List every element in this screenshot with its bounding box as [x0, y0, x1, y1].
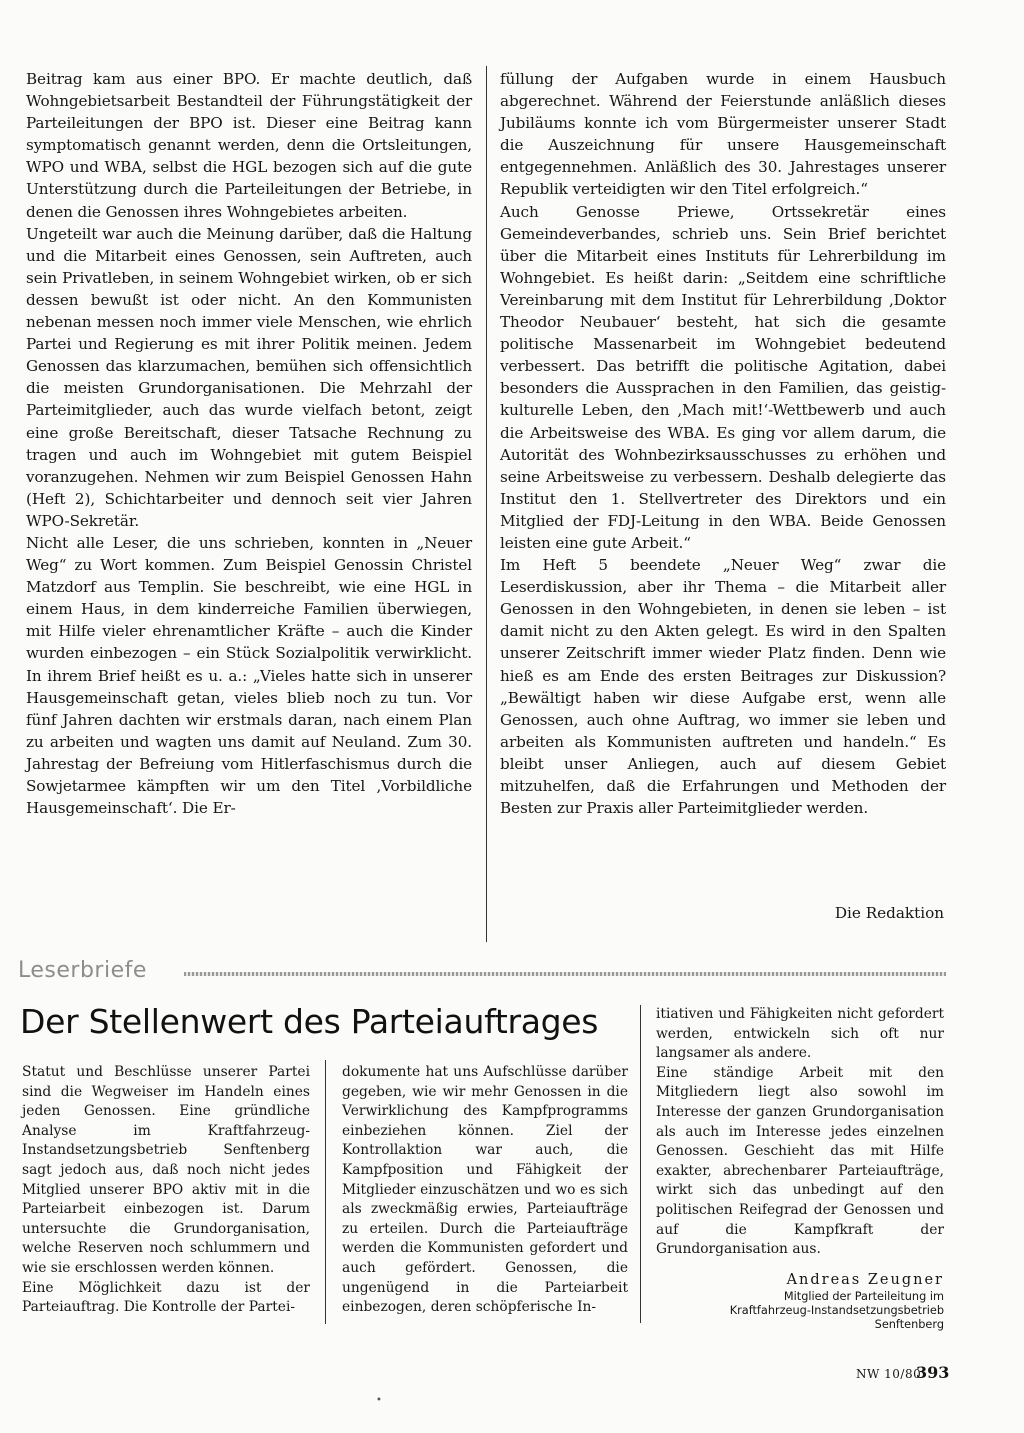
- right-paragraph-1: füllung der Aufgaben wurde in einem Hausbuch abgerechnet. Während der Feierstunde anläßlich dieses Jubiläums konnte ich vom Bürgermeister unserer Stadt die Auszeichnung für unsere Hausgemeinschaft entgegennehmen. Anläßlich des 30. Jahrestages unserer Republik verteidigten wir den Titel erfolgreich.“: [500, 70, 946, 199]
- article-col3-paragraph-2: Eine ständige Arbeit mit den Mitgliedern liegt also sowohl im Interesse der ganzen Grundorganisation als auch im Interesse jedes einzelnen Genossen. Geschieht das mit Hilfe exakter, abrechenbarer Parteiaufträge, wirkt sich das unbedingt auf den politischen Reifegrad der Genossen und auf die Kampfkraft der Grundorganisation aus.: [656, 1064, 944, 1258]
- author-role-line: Kraftfahrzeug-Instandsetzungsbetrieb: [729, 1304, 944, 1317]
- article-column-divider-1: [325, 1060, 326, 1324]
- author-block: [656, 1270, 944, 1332]
- author-role-line: Mitglied der Parteileitung im: [783, 1290, 944, 1303]
- author-role: [656, 1290, 944, 1332]
- article-col1-paragraph-1: Statut und Beschlüsse unserer Partei sind die Wegweiser im Handeln eines jeden Genossen. Eine gründliche Analyse im Kraftfahrzeug-Instandsetzungsbetrieb Senftenberg sagt jedoch aus, daß noch nicht jedes Mitglied unserer BPO aktiv mit in die Parteiarbeit einbezogen ist. Darum untersuchte die Grundorganisation, welche Reserven noch schlummern und wie sie erschlossen werden können.: [22, 1064, 310, 1276]
- left-paragraph-1: Beitrag kam aus einer BPO. Er machte deutlich, daß Wohngebietsarbeit Bestandteil der Führungstätigkeit der Parteileitungen der BPO ist. Dieser eine Beitrag kann symptomatisch genannt werden, denn die Ortsleitungen, WPO und WBA, selbst die HGL bezogen sich auf die gute Unterstützung durch die Parteileitungen der Betriebe, in denen die Genossen ihres Wohngebietes arbeiten.: [26, 70, 472, 221]
- left-paragraph-2: Ungeteilt war auch die Meinung darüber, daß die Haltung und die Mitarbeit eines Genossen, sein Auftreten, auch sein Privatleben, in seinem Wohngebiet wirken, ob er sich dessen bewußt ist oder nicht. An den Kommunisten nebenan messen noch immer viele Menschen, wie ehrlich Partei und Regierung es mit ihrer Politik meinen. Jedem Genossen das klarzumachen, bemühen sich offensichtlich die meisten Grundorganisationen. Die Mehrzahl der Parteimitglieder, auch das wurde vielfach betont, zeigt eine große Bereitschaft, dieser Tatsache Rechnung zu tragen und auch im Wohngebiet mit gutem Beispiel voranzugehen. Nehmen wir zum Beispiel Genossen Hahn (Heft 2), Schichtarbeiter und dennoch seit vier Jahren WPO-Sekretär.: [26, 224, 472, 530]
- article-column-divider-2: [640, 1005, 641, 1323]
- right-column: [500, 68, 946, 819]
- page-number: 393: [916, 1363, 950, 1382]
- journal-reference: NW 10/80: [856, 1367, 922, 1381]
- editorial-signature: Die Redaktion: [834, 904, 944, 922]
- section-label: Leserbriefe: [18, 958, 147, 983]
- right-paragraph-2: Auch Genosse Priewe, Ortssekretär eines Gemeindeverbandes, schrieb uns. Sein Brief berichtet über die Mitarbeit eines Instituts für Lehrerbildung im Wohngebiet. Es heißt darin: „Seitdem eine schriftliche Vereinbarung mit dem Institut für Lehrerbildung ‚Doktor Theodor Neubauer‘ besteht, hat sich die gesamte politische Massenarbeit im Wohngebiet bedeutend verbessert. Das betrifft die politische Agitation, dabei besonders die Aussprachen in den Familien, das geistig-kulturelle Leben, den ‚Mach mit!‘-Wettbewerb und auch die Arbeitsweise des WBA. Es ging vor allem darum, die Autorität des Wohnbezirksausschusses zu erhöhen und seine Arbeitsweise zu verbessern. Deshalb delegierte das Institut den 1. Stellvertreter des Direktors und ein Mitglied der FDJ-Leitung in den WBA. Beide Genossen leisten eine gute Arbeit.“: [500, 202, 946, 552]
- print-mark: •: [376, 1395, 382, 1406]
- article-col2-paragraph-1: dokumente hat uns Aufschlüsse darüber gegeben, wie wir mehr Genossen in die Verwirklichung des Kampfprogramms einbeziehen können. Ziel der Kontrollaktion war auch, die Kampfposition und Fähigkeit der Mitglieder einzuschätzen und wo es sich als zweckmäßig erwies, Parteiaufträge zu erteilen. Durch die Parteiaufträge werden die Kommunisten gefordert und auch gefördert. Genossen, die ungenügend in die Parteiarbeit einbezogen, deren schöpferische In-: [342, 1064, 628, 1316]
- article-column-1: [22, 1063, 310, 1318]
- article-col1-paragraph-2: Eine Möglichkeit dazu ist der Parteiauftrag. Die Kontrolle der Partei-: [22, 1279, 310, 1316]
- left-column: [26, 68, 472, 819]
- article-column-2: [342, 1063, 628, 1318]
- author-name: Andreas Zeugner: [786, 1272, 944, 1288]
- article-col3-paragraph-1: itiativen und Fähigkeiten nicht gefordert werden, entwickeln sich oft nur langsamer als andere.: [656, 1006, 944, 1062]
- column-divider: [486, 66, 487, 942]
- left-paragraph-3: Nicht alle Leser, die uns schrieben, konnten in „Neuer Weg“ zu Wort kommen. Zum Beispiel Genossin Christel Matzdorf aus Templin. Sie beschreibt, wie eine HGL in einem Haus, in dem kinderreiche Familien überwiegen, mit Hilfe vieler ehrenamtlicher Kräfte – auch die Kinder wurden einbezogen – ein Stück Sozialpolitik verwirklicht. In ihrem Brief heißt es u. a.: „Vieles hatte sich in unserer Hausgemeinschaft getan, vieles blieb noch zu tun. Vor fünf Jahren dachten wir erstmals daran, nach einem Plan zu arbeiten und wagten uns damit auf Neuland. Zum 30. Jahrestag der Befreiung vom Hitlerfaschismus durch die Sowjetarmee kämpften wir um den Titel ‚Vorbildliche Hausgemeinschaft‘. Die Er-: [26, 533, 472, 818]
- article-headline: Der Stellenwert des Parteiauftrages: [20, 1002, 599, 1041]
- article-column-3: [656, 1005, 944, 1260]
- section-rule: [184, 972, 946, 976]
- author-role-line: Senftenberg: [874, 1318, 944, 1331]
- right-paragraph-3: Im Heft 5 beendete „Neuer Weg“ zwar die Leserdiskussion, aber ihr Thema – die Mitarbeit aller Genossen in den Wohngebieten, in denen sie leben – ist damit nicht zu den Akten gelegt. Es wird in den Spalten unserer Zeitschrift immer wieder Platz finden. Denn wie hieß es am Ende des ersten Beitrages zur Diskussion? „Bewältigt haben wir diese Aufgabe erst, wenn alle Genossen, auch ohne Auftrag, wo immer sie leben und arbeiten als Kommunisten auftreten und handeln.“ Es bleibt unser Anliegen, auch auf diesem Gebiet mitzuhelfen, daß die Erfahrungen und Methoden der Besten zur Praxis aller Parteimitglieder werden.: [500, 556, 946, 818]
